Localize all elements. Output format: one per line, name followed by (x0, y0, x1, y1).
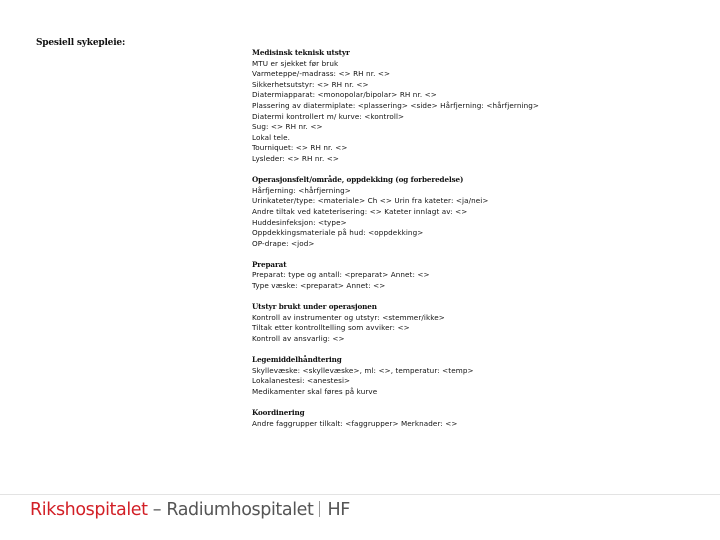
text-line: Oppdekkingsmateriale på hud: <oppdekking> (252, 228, 424, 238)
logo-rikshospitalet: Rikshospitalet (30, 500, 148, 520)
text-line: Huddesinfeksjon: <type> (252, 217, 347, 227)
text-line: Kontroll av ansvarlig: <> (252, 334, 345, 344)
page-title: Spesiell sykepleie: (36, 38, 126, 48)
text-line: OP-drape: <jod> (252, 238, 315, 248)
text-line: Andre faggrupper tilkalt: <faggrupper> Merknader: <> (252, 418, 458, 428)
text-line: Lysleder: <> RH nr. <> (252, 153, 339, 163)
section-koordinering (252, 408, 692, 429)
text-line: Tourniquet: <> RH nr. <> (252, 143, 348, 153)
section-heading: Operasjonsfelt/område, oppdekking (og forberedelse) (252, 175, 464, 185)
text-line: Lokalanestesi: <anestesi> (252, 376, 351, 386)
logo-separator: – (147, 500, 167, 520)
section-preparat (252, 260, 692, 292)
footer-logo (30, 500, 350, 520)
text-line: Type væske: <preparat> Annet: <> (252, 281, 386, 291)
section-heading: Preparat (252, 259, 287, 269)
section-heading: Koordinering (252, 408, 305, 418)
text-line: Diatermiapparat: <monopolar/bipolar> RH nr. <> (252, 90, 437, 100)
section-legemiddel (252, 355, 692, 397)
text-line: Sikkerhetsutstyr: <> RH nr. <> (252, 79, 369, 89)
logo-divider (319, 501, 320, 517)
text-line: MTU er sjekket før bruk (252, 58, 339, 68)
logo-radiumhospitalet: Radiumhospitalet (166, 500, 314, 520)
text-line: Medikamenter skal føres på kurve (252, 387, 378, 396)
content-area (252, 48, 692, 440)
section-heading: Utstyr brukt under operasjonen (252, 302, 377, 312)
text-line: Preparat: type og antall: <preparat> Annet: <> (252, 270, 430, 280)
section-mtu (252, 48, 692, 165)
section-heading: Medisinsk teknisk utstyr (252, 48, 350, 57)
text-line: Kontroll av instrumenter og utstyr: <stemmer/ikke> (252, 312, 445, 322)
text-line: Hårfjerning: <hårfjerning> (252, 185, 351, 195)
section-utstyr (252, 302, 692, 344)
text-line: Andre tiltak ved kateterisering: <> Kateter innlagt av: <> (252, 206, 468, 216)
section-operasjonsfelt (252, 175, 692, 249)
logo-hf: HF (327, 500, 350, 520)
text-line: Diatermi kontrollert m/ kurve: <kontroll> (252, 111, 405, 121)
text-line: Skyllevæske: <skyllevæske>, ml: <>, temperatur: <temp> (252, 365, 474, 375)
text-line: Urinkateter/type: <materiale> Ch <> Urin fra kateter: <ja/nei> (252, 196, 489, 206)
section-heading: Legemiddelhåndtering (252, 355, 342, 365)
text-line: Varmeteppe/-madrass: <> RH nr. <> (252, 69, 391, 79)
text-line: Plassering av diatermiplate: <plassering> <side> Hårfjerning: <hårfjerning> (252, 100, 540, 110)
text-line: Tiltak etter kontrolltelling som avviker: <> (252, 323, 410, 333)
text-line: Lokal tele. (252, 132, 291, 142)
text-line: Sug: <> RH nr. <> (252, 122, 323, 132)
footer-divider (0, 494, 720, 495)
